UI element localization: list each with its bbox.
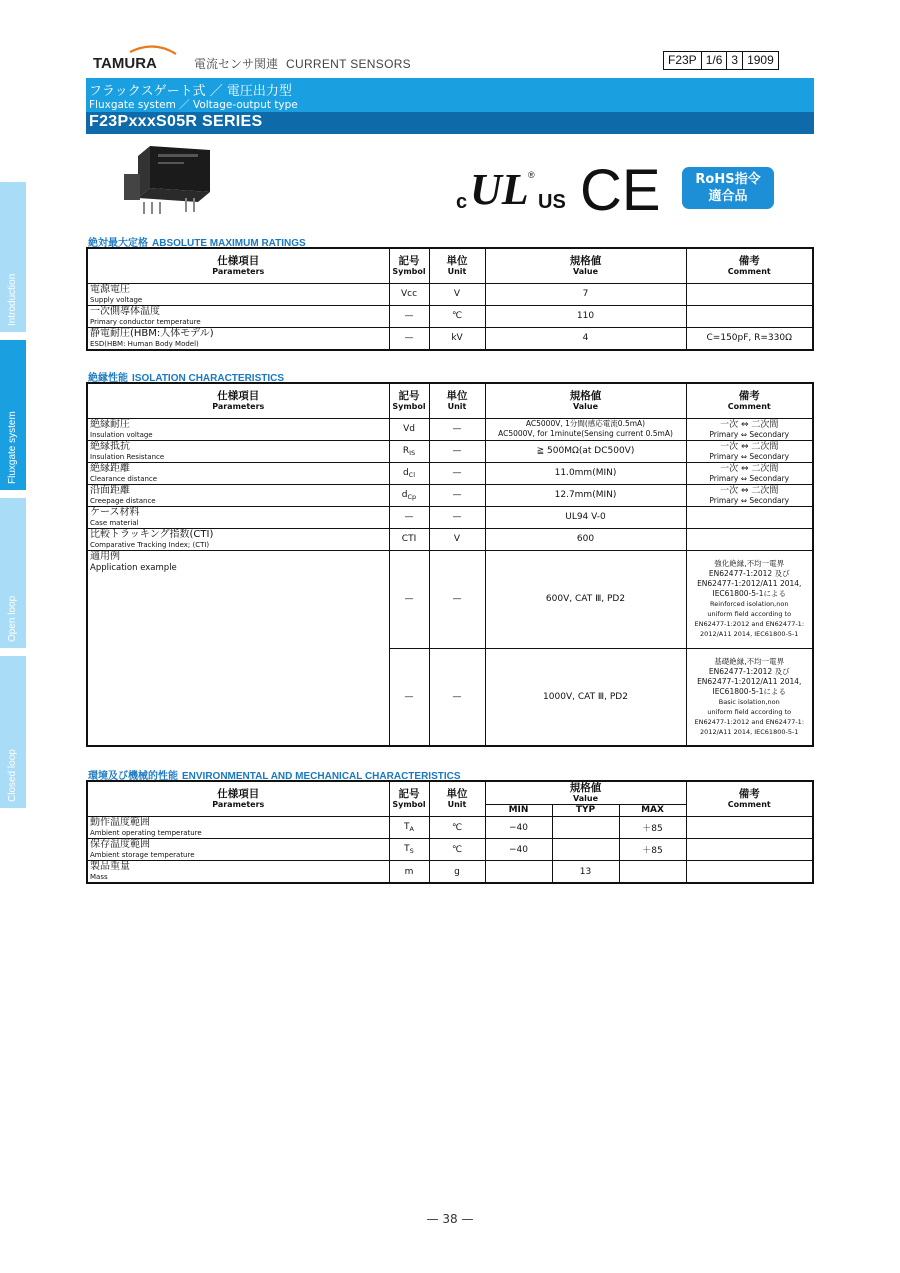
table-row: 静電耐圧(HBM:人体モデル) ESD(HBM: Human Body Model) — kV 4 C=150pF, R=330Ω bbox=[87, 327, 813, 350]
tab-closed-loop[interactable]: Closed loop bbox=[0, 656, 26, 808]
table-row: 動作温度範囲 Ambient operating temperature $T_A$ ℃ −40 ＋85 bbox=[87, 817, 813, 839]
page-number: — 38 — bbox=[426, 1212, 474, 1226]
category-en: CURRENT SENSORS bbox=[286, 57, 411, 71]
tamura-logo bbox=[92, 44, 182, 70]
section-environment-title: 環境及び機械的性能 ENVIRONMENTAL AND MECHANICAL CHARACTERISTICS bbox=[88, 771, 461, 782]
product-photo bbox=[110, 140, 220, 220]
tab-open-loop[interactable]: Open loop bbox=[0, 498, 26, 648]
environment-table bbox=[86, 780, 814, 884]
subtitle-en: Fluxgate system ／ Voltage-output type bbox=[89, 99, 298, 111]
table-header-row: 仕様項目 Parameters 記号 Symbol 単位 Unit 規格値 Value 備考 Comment bbox=[87, 383, 813, 418]
rohs-line1: RoHS指令 bbox=[695, 172, 761, 187]
doc-model: F23P bbox=[664, 52, 702, 69]
svg-text:®: ® bbox=[528, 170, 535, 180]
series-band bbox=[86, 112, 814, 134]
svg-text:c: c bbox=[456, 191, 468, 212]
subtitle-band bbox=[86, 78, 814, 112]
table-row: 絶縁距離 Clearance distance $d_{Cl}$ — 11.0mm(MIN) 一次 ⇔ 二次間 Primary ⇔ Secondary bbox=[87, 462, 813, 484]
header-unit: 単位 Unit bbox=[429, 248, 485, 283]
table-row: 製品重量 Mass m g 13 bbox=[87, 861, 813, 884]
subtitle-jp: フラックスゲート式 ／ 電圧出力型 bbox=[89, 84, 292, 99]
series-title: F23PxxxS05R SERIES bbox=[89, 113, 263, 130]
table-header-row bbox=[87, 248, 813, 283]
table-row: 沿面距離 Creepage distance $d_{Cp}$ — 12.7mm(MIN) 一次 ⇔ 二次間 Primary ⇔ Secondary bbox=[87, 484, 813, 506]
isolation-table bbox=[86, 382, 814, 747]
ul-logo bbox=[456, 166, 566, 212]
table-row-application-1000v: — — 1000V, CAT Ⅲ, PD2 基礎絶縁,不均一電界 EN62477-1:2012 及び EN62477-1:2012/A11 2014, IEC61800-5-1による Basic isolation,non uniform field according to EN62477-1:2012 and EN62477-1: 2012/A11 2014, IEC61800-5-1 bbox=[87, 648, 813, 746]
category-title bbox=[194, 55, 411, 72]
rohs-badge bbox=[682, 167, 774, 209]
table-row: 絶縁耐圧 Insulation voltage Vd — AC5000V, 1分間(感応電流0.5mA) AC5000V, for 1minute(Sensing current 0.5mA) 一次 ⇔ 二次間 Primary ⇔ Secondary bbox=[87, 418, 813, 440]
section-absolute-title: 絶対最大定格 ABSOLUTE MAXIMUM RATINGS bbox=[88, 238, 306, 249]
table-row: ケース材料 Case material — — UL94 V-0 bbox=[87, 506, 813, 528]
section-isolation-title: 絶縁性能 ISOLATION CHARACTERISTICS bbox=[88, 373, 285, 384]
table-row: 絶縁抵抗 Insulation Resistance $R_{IS}$ — ≧ 500MΩ(at DC500V) 一次 ⇔ 二次間 Primary ⇔ Secondary bbox=[87, 440, 813, 462]
table-row-application-600v: 適用例 Application example — — 600V, CAT Ⅲ, PD2 強化絶縁,不均一電界 EN62477-1:2012 及び EN62477-1:2012/A11 2014, IEC61800-5-1による Reinforced isolation,non uniform field according to EN62477-1:2012 and EN62477-1: 2012/A11 2014, IEC61800-5-1 bbox=[87, 550, 813, 648]
table-row: 電源電圧 Supply voltage Vcc V 7 bbox=[87, 283, 813, 305]
table-subheader-row: MIN TYP MAX bbox=[87, 805, 813, 817]
tab-introduction[interactable]: Introduction bbox=[0, 182, 26, 332]
doc-page: 1/6 bbox=[702, 52, 728, 69]
rohs-line2: 適合品 bbox=[708, 189, 748, 204]
svg-text:CE: CE bbox=[580, 160, 658, 216]
absolute-ratings-table bbox=[86, 247, 814, 351]
table-row: 保存温度範囲 Ambient storage temperature $T_S$ ℃ −40 ＋85 bbox=[87, 839, 813, 861]
table-row: 比較トラッキング指数(CTI) Comparative Tracking Index; (CTI) CTI V 600 bbox=[87, 528, 813, 550]
header-comment: 備考 Comment bbox=[686, 248, 813, 283]
tab-fluxgate-system[interactable]: Fluxgate system bbox=[0, 340, 26, 490]
svg-text:US: US bbox=[538, 191, 566, 212]
header-parameters: 仕様項目 Parameters bbox=[87, 248, 389, 283]
svg-text:UL: UL bbox=[470, 166, 529, 212]
doc-rev: 3 bbox=[727, 52, 743, 69]
header-value: 規格値 Value bbox=[485, 248, 686, 283]
doc-date: 1909 bbox=[747, 53, 774, 67]
header-symbol: 記号 Symbol bbox=[389, 248, 429, 283]
category-jp: 電流センサ関連 bbox=[194, 57, 279, 71]
doc-reference bbox=[663, 51, 779, 70]
table-header-row: 仕様項目 Parameters 記号 Symbol 単位 Unit 規格値 Value 備考 Comment bbox=[87, 781, 813, 805]
svg-text:TAMURA: TAMURA bbox=[93, 55, 157, 70]
ce-mark bbox=[580, 160, 658, 216]
table-row: 一次側導体温度 Primary conductor temperature — ℃ 110 bbox=[87, 305, 813, 327]
